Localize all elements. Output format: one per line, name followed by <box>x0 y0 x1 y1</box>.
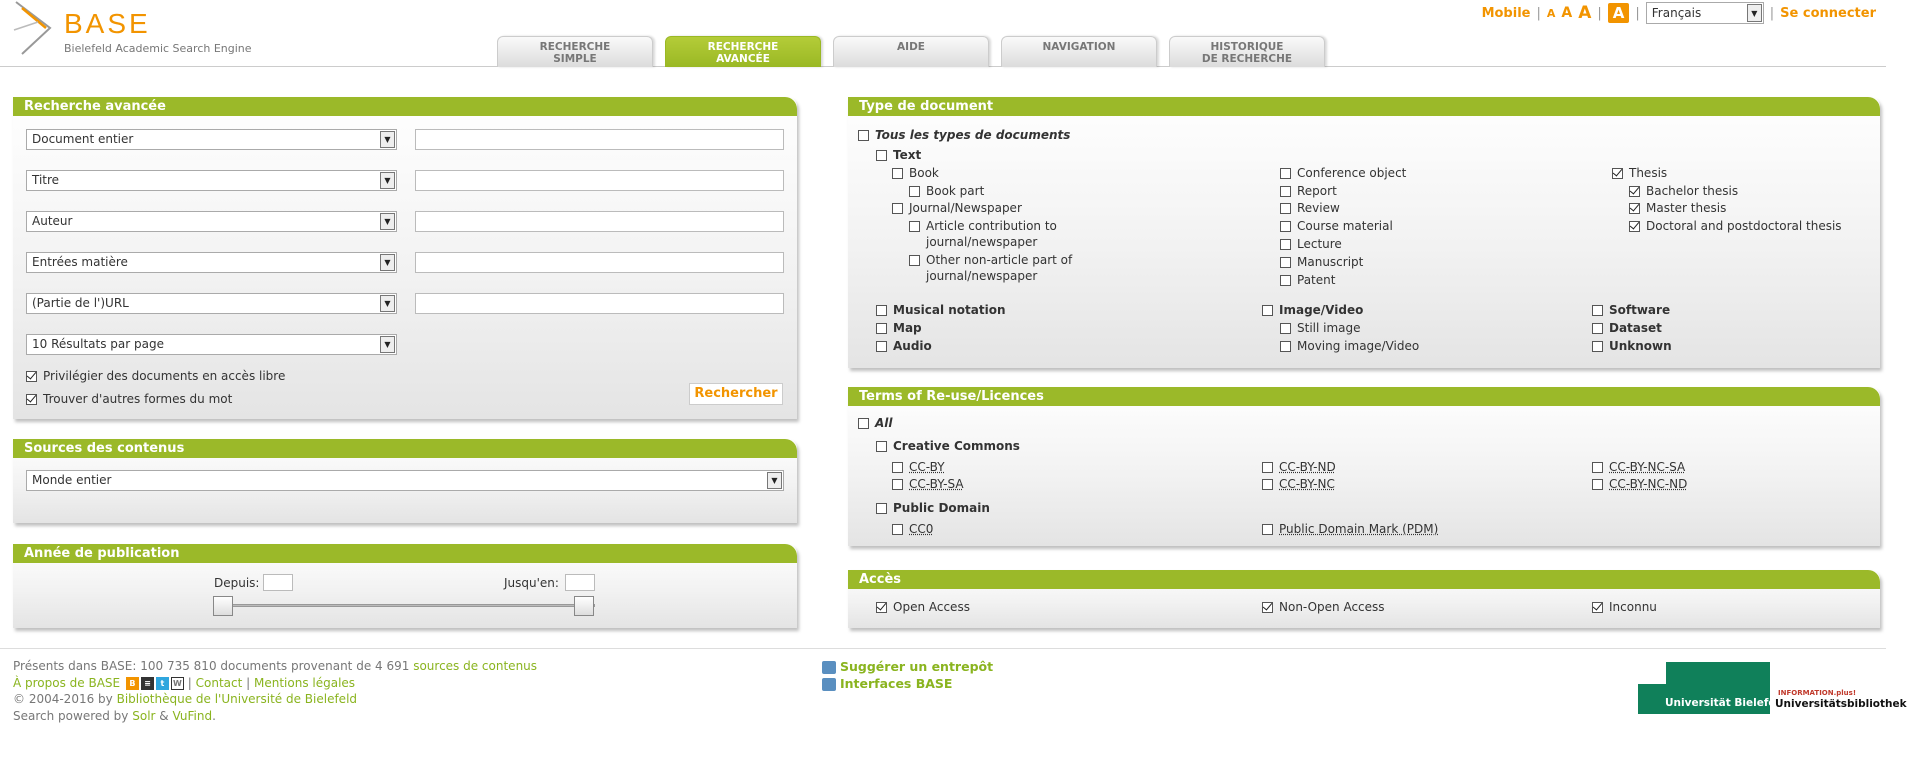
doctype-review[interactable] <box>1280 201 1340 215</box>
checkbox[interactable] <box>1592 479 1603 490</box>
select-value: Document entier <box>32 132 134 146</box>
checkbox[interactable] <box>892 203 903 214</box>
copyright-text: © 2004-2016 by <box>13 692 113 706</box>
login-link[interactable]: Se connecter <box>1780 5 1876 21</box>
option-label: Public Domain Mark (PDM) <box>1279 522 1439 536</box>
checkbox[interactable] <box>1280 203 1291 214</box>
option-label: CC-BY-NC-SA <box>1609 460 1686 474</box>
option-label: Public Domain <box>893 501 990 515</box>
checkbox[interactable] <box>26 394 37 405</box>
option-label: Report <box>1297 184 1337 198</box>
checkbox[interactable] <box>1592 462 1603 473</box>
language-select[interactable] <box>1646 2 1764 24</box>
option-label: Book part <box>926 184 985 198</box>
select-value: Auteur <box>32 214 73 228</box>
chevron-down-icon: ▼ <box>1747 4 1762 22</box>
doctype-all[interactable] <box>858 128 1070 142</box>
interfaces-link[interactable]: Interfaces BASE <box>840 676 953 691</box>
sources-select[interactable] <box>26 470 784 491</box>
checkbox[interactable] <box>1280 186 1291 197</box>
checkbox[interactable] <box>1280 168 1291 179</box>
option-label: Privilégier des documents en accès libre <box>43 369 286 383</box>
option-label: Audio <box>893 339 932 353</box>
language-value: Français <box>1651 6 1702 20</box>
select-value: Monde entier <box>32 473 112 487</box>
interfaces-icon <box>822 678 836 691</box>
option-label: Other non-article part of <box>926 253 1073 267</box>
search-input-3[interactable] <box>415 211 784 232</box>
sources-panel <box>13 439 797 523</box>
advanced-search-panel <box>13 97 797 419</box>
footer-divider <box>0 648 1886 649</box>
separator: | <box>1769 5 1775 21</box>
checkbox[interactable] <box>909 255 920 266</box>
checkbox[interactable] <box>1280 221 1291 232</box>
chevron-down-icon: ▼ <box>380 213 395 230</box>
to-label: Jusqu'en: <box>504 576 559 590</box>
search-input-4[interactable] <box>415 252 784 273</box>
licence-cc-by-nc-sa[interactable] <box>1592 460 1685 474</box>
header <box>0 0 1886 67</box>
chevron-down-icon: ▼ <box>380 131 395 148</box>
option-label: Journal/Newspaper <box>909 201 1022 215</box>
word-forms-option[interactable] <box>26 392 232 406</box>
logo-name: BASE <box>64 8 151 39</box>
checkbox[interactable] <box>909 221 920 232</box>
tab-navigation[interactable] <box>1001 36 1157 67</box>
option-label: CC-BY-SA <box>909 477 964 491</box>
results-per-page-select[interactable] <box>26 334 397 355</box>
licence-cc-by-nc[interactable] <box>1262 477 1335 491</box>
doctype-lecture[interactable] <box>1280 237 1342 251</box>
tab-help[interactable] <box>833 36 989 67</box>
suggest-repository-icon <box>822 661 836 674</box>
tab-advanced-search[interactable] <box>665 36 821 67</box>
checkbox[interactable] <box>1280 239 1291 250</box>
tab-label: RECHERCHE <box>707 41 779 53</box>
access-unknown[interactable] <box>1592 600 1657 614</box>
panel-title: Sources des contenus <box>13 439 797 458</box>
tab-label: AVANCÉE <box>716 53 770 65</box>
panel-title: Terms of Re-use/Licences <box>848 387 1880 406</box>
separator: | <box>1536 5 1541 21</box>
checkbox[interactable] <box>1280 257 1291 268</box>
checkbox[interactable] <box>1262 479 1273 490</box>
option-label: Doctoral and postdoctoral thesis <box>1646 219 1842 233</box>
doctype-bachelor[interactable] <box>1629 184 1738 198</box>
search-button[interactable]: Rechercher <box>689 383 783 405</box>
option-label: Thesis <box>1629 166 1668 180</box>
panel-title: Accès <box>848 570 1880 589</box>
contact-link[interactable]: Contact <box>195 675 243 690</box>
footer: Présents dans BASE: 100 735 810 documents provenant de 4 691 sources de contenus À propos de BASE B ≡ t W | Contact | Mentions légales © 2004-2016 by Bibliothèque de l'Université de Bielefeld Search powered by Solr & VuFind. <box>13 659 538 723</box>
ub-name: Universitätsbibliothek <box>1775 698 1907 710</box>
option-label: Article contribution to <box>926 219 1057 233</box>
option-label: Text <box>893 148 922 162</box>
tab-label: HISTORIQUE <box>1210 41 1284 53</box>
chevron-down-icon: ▼ <box>380 172 395 189</box>
font-small-link[interactable]: A <box>1546 6 1556 20</box>
option-label: Moving image/Video <box>1297 339 1420 353</box>
option-label: Conference object <box>1297 166 1407 180</box>
licence-public-domain[interactable] <box>876 501 990 515</box>
doctype-course[interactable] <box>1280 219 1393 233</box>
checkbox[interactable] <box>1262 305 1273 316</box>
field-select-3[interactable] <box>26 211 397 232</box>
option-label: Trouver d'autres formes du mot <box>43 392 233 406</box>
doctype-software[interactable] <box>1592 303 1670 317</box>
checkbox[interactable] <box>876 305 887 316</box>
checkbox[interactable] <box>858 130 869 141</box>
select-value: Titre <box>32 173 60 187</box>
doctype-moving-image[interactable] <box>1280 339 1419 353</box>
checkbox[interactable] <box>1629 203 1640 214</box>
doctype-unknown[interactable] <box>1592 339 1672 353</box>
solr-link[interactable]: Solr <box>132 708 156 723</box>
tab-simple-search[interactable] <box>497 36 653 67</box>
chevron-down-icon: ▼ <box>380 336 395 353</box>
checkbox[interactable] <box>1262 462 1273 473</box>
option-label: Tous les types de documents <box>875 128 1071 142</box>
option-label: Patent <box>1297 273 1336 287</box>
checkbox[interactable] <box>1612 168 1623 179</box>
option-label: Image/Video <box>1279 303 1364 317</box>
base-logo[interactable] <box>12 0 252 60</box>
licence-all[interactable] <box>858 416 893 430</box>
option-label: Software <box>1609 303 1671 317</box>
font-medium-link[interactable]: A <box>1561 5 1573 21</box>
doctype-doctoral[interactable] <box>1629 219 1842 233</box>
doctype-other-line2: journal/newspaper <box>926 269 1038 283</box>
doctype-article[interactable] <box>909 219 1057 233</box>
search-input-2[interactable] <box>415 170 784 191</box>
powered-text: Search powered by <box>13 708 129 723</box>
licence-cc0[interactable] <box>892 522 933 536</box>
licences-panel <box>848 387 1880 546</box>
checkbox[interactable] <box>1280 323 1291 334</box>
licence-cc-by-nc-nd[interactable] <box>1592 477 1687 491</box>
chevron-down-icon: ▼ <box>380 254 395 271</box>
year-panel <box>13 544 797 628</box>
vufind-link[interactable]: VuFind <box>172 708 213 723</box>
option-label: All <box>875 416 893 430</box>
option-label: CC-BY-ND <box>1279 460 1336 474</box>
from-label: Depuis: <box>214 576 260 590</box>
licence-pdm[interactable] <box>1262 522 1438 536</box>
doctype-other[interactable] <box>909 253 1072 267</box>
twitter-icon[interactable]: t <box>156 677 169 690</box>
panel-title: Année de publication <box>13 544 797 563</box>
licence-cc-by-sa[interactable] <box>892 477 964 491</box>
access-non-open[interactable] <box>1262 600 1385 614</box>
year-to-input[interactable] <box>565 574 595 591</box>
library-link[interactable]: Bibliothèque de l'Université de Bielefeld <box>116 692 358 706</box>
doctype-still-image[interactable] <box>1280 321 1361 335</box>
university-name: Universität Bielefeld <box>1665 697 1787 709</box>
doctype-book[interactable] <box>892 166 939 180</box>
doctype-article-line2: journal/newspaper <box>926 235 1038 249</box>
checkbox[interactable] <box>876 341 887 352</box>
year-from-input[interactable] <box>263 574 293 591</box>
chevron-down-icon: ▼ <box>380 295 395 312</box>
university-logo[interactable] <box>1638 662 1907 714</box>
licence-cc-by[interactable] <box>892 460 945 474</box>
sources-link[interactable]: sources de contenus <box>413 659 538 673</box>
university-logo-notch <box>1638 662 1666 684</box>
doctype-audio[interactable] <box>876 339 932 353</box>
year-slider-handle-end[interactable] <box>574 596 594 616</box>
year-slider-handle-start[interactable] <box>213 596 233 616</box>
option-label: Dataset <box>1609 321 1662 335</box>
option-label: Musical notation <box>893 303 1006 317</box>
checkbox[interactable] <box>1629 221 1640 232</box>
access-open[interactable] <box>876 600 970 614</box>
checkbox[interactable] <box>1592 305 1603 316</box>
licence-cc[interactable] <box>876 439 1020 453</box>
option-label: Manuscript <box>1297 255 1364 269</box>
doctype-patent[interactable] <box>1280 273 1335 287</box>
option-label: Map <box>893 321 922 335</box>
ub-tagline: INFORMATION.plus! <box>1778 689 1857 697</box>
checkbox[interactable] <box>876 602 887 613</box>
checkbox[interactable] <box>1629 186 1640 197</box>
mobile-link[interactable]: Mobile <box>1481 5 1531 21</box>
access-panel <box>848 570 1880 628</box>
about-link[interactable]: À propos de BASE <box>13 675 121 690</box>
option-label: Inconnu <box>1609 600 1657 614</box>
select-value: 10 Résultats par page <box>32 337 164 351</box>
option-label: Course material <box>1297 219 1393 233</box>
option-label: Book <box>909 166 939 180</box>
top-links <box>1482 2 1876 24</box>
field-select-1[interactable] <box>26 129 397 150</box>
doctype-conference[interactable] <box>1280 166 1406 180</box>
option-label: Unknown <box>1609 339 1672 353</box>
doctype-journal[interactable] <box>892 201 1022 215</box>
doctype-master[interactable] <box>1629 201 1726 215</box>
ampersand: & <box>159 708 169 723</box>
panel-title: Type de document <box>848 97 1880 116</box>
checkbox[interactable] <box>892 479 903 490</box>
option-label: Creative Commons <box>893 439 1020 453</box>
option-label: Non-Open Access <box>1279 600 1385 614</box>
doctype-imagevideo[interactable] <box>1262 303 1363 317</box>
panel-title: Recherche avancée <box>13 97 797 116</box>
logo-subtitle: Bielefeld Academic Search Engine <box>64 42 252 55</box>
option-label: CC-BY-NC-ND <box>1609 477 1688 491</box>
doctype-book-part[interactable] <box>909 184 984 198</box>
option-label: Still image <box>1297 321 1361 335</box>
base-logo-icon <box>12 0 62 56</box>
checkbox[interactable] <box>1280 275 1291 286</box>
rss-icon[interactable]: ≡ <box>141 677 154 690</box>
tab-label: RECHERCHE <box>539 41 611 53</box>
checkbox[interactable] <box>876 441 887 452</box>
tab-label: SIMPLE <box>553 53 597 65</box>
option-label: CC-BY <box>909 460 945 474</box>
option-label: Review <box>1297 201 1340 215</box>
high-contrast-link[interactable]: A <box>1608 3 1630 23</box>
footer-actions <box>822 658 993 692</box>
legal-link[interactable]: Mentions légales <box>254 675 356 690</box>
checkbox[interactable] <box>1592 323 1603 334</box>
suggest-repository-link[interactable]: Suggérer un entrepôt <box>840 659 994 674</box>
doctype-thesis[interactable] <box>1612 166 1667 180</box>
checkbox[interactable] <box>876 503 887 514</box>
checkbox[interactable] <box>892 524 903 535</box>
checkbox[interactable] <box>1280 341 1291 352</box>
select-value: (Partie de l')URL <box>32 296 129 310</box>
licence-cc-by-nd[interactable] <box>1262 460 1336 474</box>
doctype-map[interactable] <box>876 321 922 335</box>
checkbox[interactable] <box>892 168 903 179</box>
stats-text: Présents dans BASE: 100 735 810 documents provenant de 4 691 <box>13 659 410 673</box>
checkbox[interactable] <box>876 323 887 334</box>
search-input-5[interactable] <box>415 293 784 314</box>
separator: | <box>1635 5 1640 21</box>
doctype-musical[interactable] <box>876 303 1006 317</box>
checkbox[interactable] <box>26 371 37 382</box>
checkbox[interactable] <box>909 186 920 197</box>
search-input-1[interactable] <box>415 129 784 150</box>
blog-icon[interactable]: B <box>126 677 139 690</box>
field-select-2[interactable] <box>26 170 397 191</box>
wikipedia-icon[interactable]: W <box>171 677 184 690</box>
option-label: Open Access <box>893 600 970 614</box>
option-label: CC-BY-NC <box>1279 477 1335 491</box>
field-select-4[interactable] <box>26 252 397 273</box>
doctype-text[interactable] <box>876 148 921 162</box>
open-access-option[interactable] <box>26 369 285 383</box>
option-label: Bachelor thesis <box>1646 184 1739 198</box>
separator: | <box>1597 5 1602 21</box>
checkbox[interactable] <box>1262 524 1273 535</box>
font-large-link[interactable]: A <box>1578 3 1592 23</box>
checkbox[interactable] <box>1592 602 1603 613</box>
checkbox[interactable] <box>876 150 887 161</box>
doctype-panel <box>848 97 1880 368</box>
option-label: Lecture <box>1297 237 1342 251</box>
year-slider-track[interactable] <box>223 604 595 607</box>
checkbox[interactable] <box>1262 602 1273 613</box>
doctype-manuscript[interactable] <box>1280 255 1363 269</box>
tab-label: DE RECHERCHE <box>1201 53 1293 65</box>
tab-label: AIDE <box>897 41 925 53</box>
option-label: CC0 <box>909 522 934 536</box>
tab-search-history[interactable] <box>1169 36 1325 67</box>
option-label: Master thesis <box>1646 201 1727 215</box>
doctype-report[interactable] <box>1280 184 1337 198</box>
checkbox[interactable] <box>858 418 869 429</box>
doctype-dataset[interactable] <box>1592 321 1662 335</box>
chevron-down-icon: ▼ <box>767 472 782 489</box>
field-select-5[interactable] <box>26 293 397 314</box>
checkbox[interactable] <box>1592 341 1603 352</box>
select-value: Entrées matière <box>32 255 128 269</box>
tab-label: NAVIGATION <box>1042 41 1116 53</box>
checkbox[interactable] <box>892 462 903 473</box>
